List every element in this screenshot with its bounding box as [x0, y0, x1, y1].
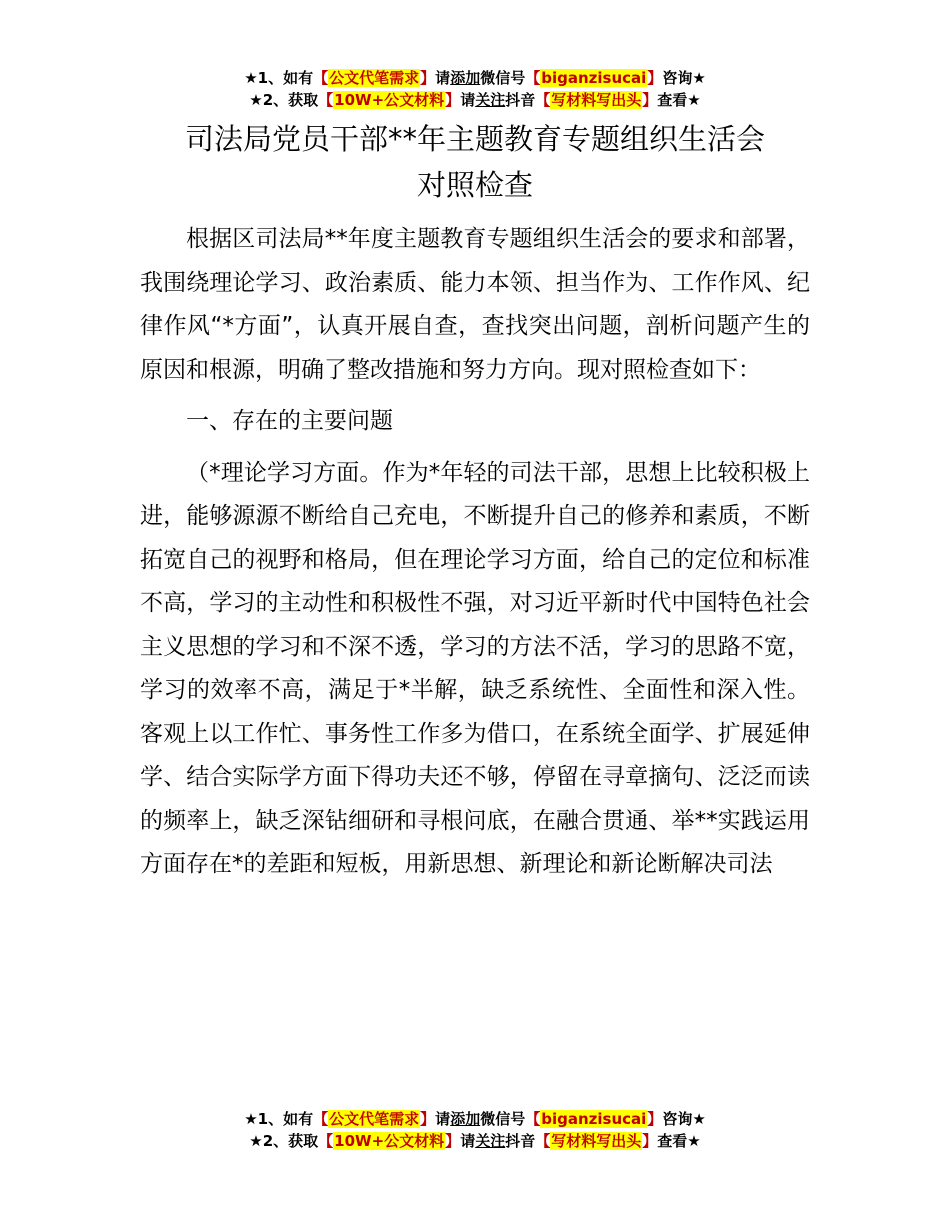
bracket: 】 — [445, 91, 461, 109]
banner-text: ★2、获取 — [249, 91, 319, 109]
bracket: 【 — [313, 1110, 329, 1128]
bracket: 】 — [647, 1110, 663, 1128]
highlight-wechat-id: biganzisucai — [541, 69, 647, 87]
banner-line-2 — [0, 89, 950, 111]
highlight-wechat-id: biganzisucai — [541, 1110, 647, 1128]
bracket: 】 — [420, 69, 436, 87]
banner-text: 请 — [435, 1110, 451, 1128]
banner-text: ★1、如有 — [244, 1110, 314, 1128]
highlight-ghostwriting: 公文代笔需求 — [329, 1110, 420, 1128]
banner-line-2 — [0, 1130, 950, 1152]
banner-text: 微信号 — [480, 1110, 526, 1128]
bracket: 【 — [318, 1132, 334, 1150]
banner-text: 请 — [460, 91, 476, 109]
highlight-douyin-account: 写材料写出头 — [551, 91, 642, 109]
bracket: 【 — [318, 91, 334, 109]
bracket: 】 — [642, 91, 658, 109]
banner-underlined-text: 添加 — [450, 69, 481, 87]
banner-text: 咨询★ — [662, 1110, 706, 1128]
highlight-materials: 10W+公文材料 — [334, 1132, 445, 1150]
banner-text: 查看★ — [657, 1132, 701, 1150]
bracket: 】 — [647, 69, 663, 87]
bracket: 【 — [535, 91, 551, 109]
bracket: 【 — [525, 69, 541, 87]
bracket: 】 — [420, 1110, 436, 1128]
banner-text: 查看★ — [657, 91, 701, 109]
bracket: 【 — [313, 69, 329, 87]
title-line-2: 对照检查 — [416, 168, 533, 202]
document-body — [140, 218, 810, 887]
bracket: 【 — [525, 1110, 541, 1128]
banner-text: 请 — [435, 69, 451, 87]
banner-underlined-text: 添加 — [450, 1110, 481, 1128]
bracket: 【 — [535, 1132, 551, 1150]
banner-underlined-text: 关注 — [475, 1132, 506, 1150]
banner-text: ★2、获取 — [249, 1132, 319, 1150]
banner-text: 请 — [460, 1132, 476, 1150]
highlight-douyin-account: 写材料写出头 — [551, 1132, 642, 1150]
title-line-1: 司法局党员干部**年主题教育专题组织生活会 — [184, 122, 765, 156]
banner-text: 抖音 — [505, 1132, 536, 1150]
banner-text: 咨询★ — [662, 69, 706, 87]
banner-text: 微信号 — [480, 69, 526, 87]
banner-line-1 — [0, 67, 950, 89]
theory-study-paragraph: （*理论学习方面。作为*年轻的司法干部，思想上比较积极上进，能够源源不断给自己充电，不断提升自己的修养和素质，不断拓宽自己的视野和格局，但在理论学习方面，给自己的定位和标准不高，学习的主动性和积极性不强，对习近平新时代中国特色社会主义思想的学习和不深不透，学习的方法不活，学习的思路不宽，学习的效率不高，满足于*半解，缺乏系统性、全面性和深入性。客观上以工作忙、事务性工作多为借口，在系统全面学、扩展延伸学、结合实际学方面下得功夫还不够，停留在寻章摘句、泛泛而读的频率上，缺乏深钻细研和寻根问底，在融合贯通、举**实践运用方面存在*的差距和短板，用新思想、新理论和新论断解决司法 — [140, 459, 810, 877]
header-banner — [0, 67, 950, 111]
banner-text: ★1、如有 — [244, 69, 314, 87]
document-title — [100, 116, 850, 208]
banner-underlined-text: 关注 — [475, 91, 506, 109]
footer-banner — [0, 1108, 950, 1152]
banner-line-1 — [0, 1108, 950, 1130]
bracket: 】 — [642, 1132, 658, 1150]
highlight-ghostwriting: 公文代笔需求 — [329, 69, 420, 87]
highlight-materials: 10W+公文材料 — [334, 91, 445, 109]
section-heading: 一、存在的主要问题 — [186, 408, 393, 434]
banner-text: 抖音 — [505, 91, 536, 109]
intro-paragraph: 根据区司法局**年度主题教育专题组织生活会的要求和部署，我围绕理论学习、政治素质、能力本领、担当作为、工作作风、纪律作风“*方面”，认真开展自查，查找突出问题，剖析问题产生的原因和根源，明确了整改措施和努力方向。现对照检查如下： — [140, 226, 810, 383]
bracket: 】 — [445, 1132, 461, 1150]
